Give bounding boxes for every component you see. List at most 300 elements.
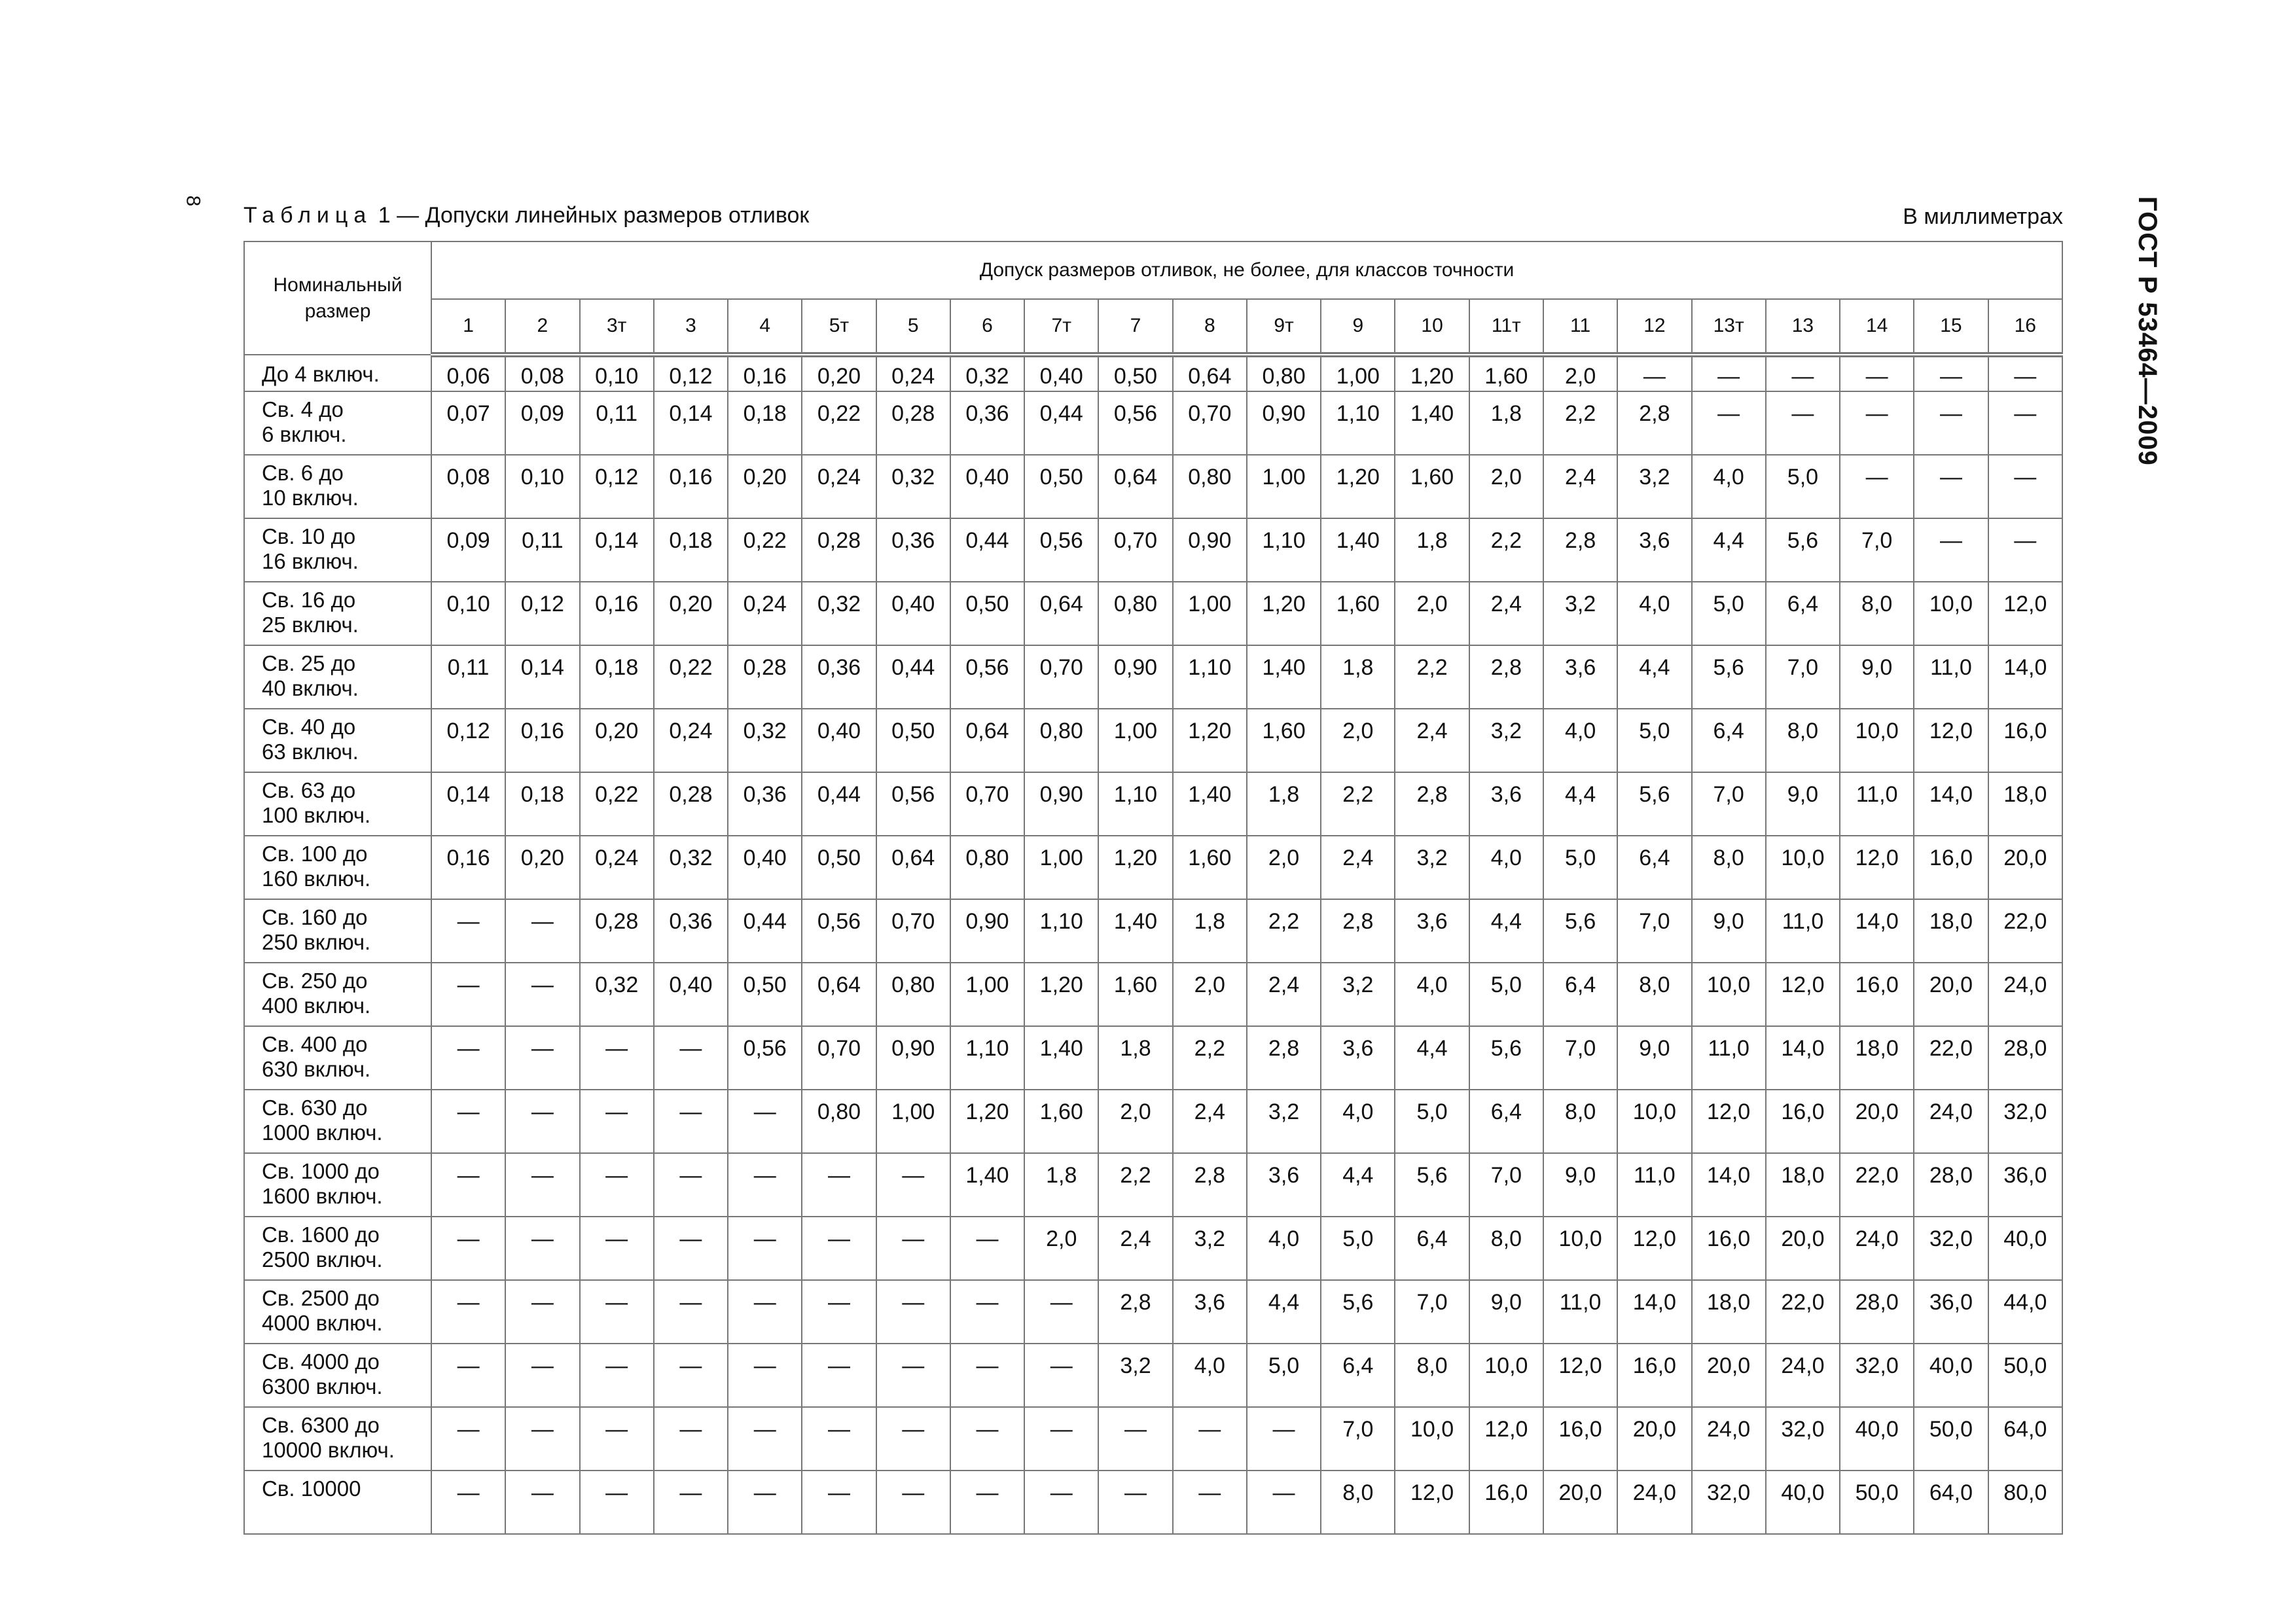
tolerance-cell: 3,2 [1543, 582, 1617, 645]
nominal-size-line: Св. 100 до [262, 842, 368, 866]
tolerance-cell: 18,0 [1988, 772, 2062, 836]
tolerance-cell: 18,0 [1692, 1280, 1766, 1344]
tolerance-cell: — [431, 963, 505, 1026]
tolerance-cell: 24,0 [1914, 1090, 1988, 1153]
tolerance-cell: 0,11 [505, 518, 579, 582]
tolerance-cell: — [728, 1153, 802, 1217]
tolerance-cell: 0,12 [431, 709, 505, 772]
tolerance-cell: 2,2 [1469, 518, 1543, 582]
tolerance-cell: 32,0 [1988, 1090, 2062, 1153]
table-label: Таблица [243, 203, 372, 228]
tolerance-cell: 0,56 [950, 645, 1024, 709]
tolerance-cell: 0,14 [431, 772, 505, 836]
tolerance-cell: 11,0 [1766, 899, 1840, 963]
tolerance-cell: 10,0 [1543, 1217, 1617, 1280]
tolerance-cell: 50,0 [1914, 1407, 1988, 1471]
tolerance-cell: 1,8 [1098, 1026, 1172, 1090]
tolerance-cell: 28,0 [1840, 1280, 1914, 1344]
tolerance-cell: 0,40 [802, 709, 876, 772]
tolerance-cell: 1,10 [1024, 899, 1098, 963]
tolerance-cell: — [802, 1344, 876, 1407]
tolerance-cell: — [431, 1407, 505, 1471]
tolerance-cell: 0,64 [950, 709, 1024, 772]
tolerance-cell: 18,0 [1840, 1026, 1914, 1090]
tolerance-cell: 1,00 [876, 1090, 950, 1153]
nominal-size-cell [244, 772, 431, 836]
table-row [244, 518, 2062, 582]
tolerance-cell: 3,6 [1395, 899, 1469, 963]
tolerance-cell: 10,0 [1617, 1090, 1691, 1153]
tolerance-cell: 0,20 [728, 455, 802, 518]
tolerance-cell: 20,0 [1988, 836, 2062, 899]
tolerance-cell: 14,0 [1840, 899, 1914, 963]
tolerance-cell: 11,0 [1692, 1026, 1766, 1090]
nominal-size-cell [244, 355, 431, 391]
tolerance-cell: — [1173, 1471, 1247, 1534]
tolerance-cell: — [431, 1217, 505, 1280]
tolerance-cell: 3,6 [1543, 645, 1617, 709]
tolerance-cell: 7,0 [1617, 899, 1691, 963]
tolerance-cell: 8,0 [1469, 1217, 1543, 1280]
tolerance-cell: 2,8 [1247, 1026, 1321, 1090]
tolerance-cell: 1,60 [1469, 355, 1543, 391]
tolerance-cell: 0,90 [1024, 772, 1098, 836]
tolerance-cell: 9,0 [1469, 1280, 1543, 1344]
tolerance-cell: 0,08 [431, 455, 505, 518]
tolerance-cell: 0,80 [950, 836, 1024, 899]
tolerance-cell: 20,0 [1840, 1090, 1914, 1153]
tolerance-cell: 7,0 [1766, 645, 1840, 709]
nominal-size-line: Св. 250 до [262, 969, 368, 993]
nominal-size-line: 4000 включ. [262, 1311, 383, 1335]
nominal-size-cell [244, 582, 431, 645]
table-row [244, 772, 2062, 836]
tolerance-cell: 9,0 [1840, 645, 1914, 709]
table-row [244, 1090, 2062, 1153]
tolerance-cell: 1,00 [1098, 709, 1172, 772]
tolerance-cell: 0,32 [728, 709, 802, 772]
tolerance-cell: 0,40 [950, 455, 1024, 518]
tolerance-cell: 0,80 [1024, 709, 1098, 772]
nominal-size-cell [244, 963, 431, 1026]
tolerance-cell: — [1988, 455, 2062, 518]
nominal-size-cell [244, 899, 431, 963]
tolerance-cell: 50,0 [1840, 1471, 1914, 1534]
tolerance-cell: 0,64 [1098, 455, 1172, 518]
tolerance-cell: 1,00 [1321, 355, 1395, 391]
tolerance-cell: 0,50 [728, 963, 802, 1026]
tolerance-cell: 36,0 [1914, 1280, 1988, 1344]
tolerance-cell: 1,10 [1321, 391, 1395, 455]
tolerance-cell: 12,0 [1988, 582, 2062, 645]
tolerance-cell: 6,4 [1395, 1217, 1469, 1280]
tolerance-cell: 0,50 [876, 709, 950, 772]
nominal-size-line: 100 включ. [262, 803, 371, 827]
table-row [244, 836, 2062, 899]
class-header: 13 [1766, 299, 1840, 355]
nominal-size-line: Св. 4 до [262, 397, 344, 421]
tolerance-cell: 0,14 [580, 518, 654, 582]
tolerance-cell: 0,44 [802, 772, 876, 836]
tolerance-cell: 2,2 [1395, 645, 1469, 709]
tolerance-cell: 2,2 [1247, 899, 1321, 963]
nominal-size-line: 6 включ. [262, 422, 347, 446]
tolerance-cell: — [654, 1026, 728, 1090]
tolerance-cell: 12,0 [1914, 709, 1988, 772]
tolerance-cell: — [505, 1026, 579, 1090]
tolerance-cell: 0,32 [950, 355, 1024, 391]
tolerance-cell: 12,0 [1469, 1407, 1543, 1471]
nominal-size-line: Св. 63 до [262, 778, 356, 802]
tolerance-cell: 1,60 [1173, 836, 1247, 899]
class-header: 6 [950, 299, 1024, 355]
tolerance-cell: — [654, 1407, 728, 1471]
tolerance-cell: 32,0 [1766, 1407, 1840, 1471]
tolerance-cell: 5,6 [1617, 772, 1691, 836]
tolerance-cell: 0,24 [876, 355, 950, 391]
tolerance-cell: 16,0 [1543, 1407, 1617, 1471]
tolerance-cell: 28,0 [1988, 1026, 2062, 1090]
nominal-size-cell [244, 836, 431, 899]
tolerance-cell: 0,18 [505, 772, 579, 836]
tolerance-cell: 2,8 [1543, 518, 1617, 582]
tolerance-cell: 2,8 [1395, 772, 1469, 836]
tolerance-cell: — [876, 1471, 950, 1534]
tolerance-cell: 2,0 [1247, 836, 1321, 899]
tolerance-cell: 12,0 [1840, 836, 1914, 899]
tolerance-cell: — [431, 1471, 505, 1534]
tolerance-cell: 0,07 [431, 391, 505, 455]
tolerance-cell: 5,0 [1395, 1090, 1469, 1153]
tolerance-cell: 10,0 [1914, 582, 1988, 645]
tolerance-cell: 4,0 [1692, 455, 1766, 518]
tolerance-cell: 8,0 [1395, 1344, 1469, 1407]
tolerance-cell: 0,09 [431, 518, 505, 582]
tolerance-cell: 0,80 [1247, 355, 1321, 391]
tolerance-cell: — [1840, 355, 1914, 391]
class-header: 5т [802, 299, 876, 355]
tolerance-cell: — [431, 1026, 505, 1090]
tolerance-cell: 4,0 [1395, 963, 1469, 1026]
tolerance-cell: — [1247, 1471, 1321, 1534]
nominal-size-cell [244, 1407, 431, 1471]
tolerance-cell: 0,20 [654, 582, 728, 645]
tolerance-cell: 1,20 [1395, 355, 1469, 391]
tolerance-cell: 9,0 [1766, 772, 1840, 836]
tolerance-cell: 2,2 [1098, 1153, 1172, 1217]
tolerance-cell: 3,2 [1617, 455, 1691, 518]
tolerance-cell: 2,0 [1024, 1217, 1098, 1280]
tolerance-cell: 0,12 [505, 582, 579, 645]
class-header: 14 [1840, 299, 1914, 355]
tolerance-cell: — [505, 1407, 579, 1471]
page-number: 8 [182, 195, 204, 207]
tolerance-cell: 20,0 [1543, 1471, 1617, 1534]
tolerance-cell: 8,0 [1692, 836, 1766, 899]
tolerance-cell: — [1988, 355, 2062, 391]
tolerance-cell: 7,0 [1692, 772, 1766, 836]
tolerance-cell: — [654, 1217, 728, 1280]
tolerance-cell: 0,10 [505, 455, 579, 518]
class-header: 3т [580, 299, 654, 355]
tolerance-cell: 0,16 [505, 709, 579, 772]
tolerance-cell: — [580, 1471, 654, 1534]
tolerance-cell: 2,2 [1321, 772, 1395, 836]
tolerance-cell: 8,0 [1840, 582, 1914, 645]
nominal-size-line: Св. 16 до [262, 588, 356, 612]
nominal-size-cell [244, 1471, 431, 1534]
tolerance-cell: 8,0 [1617, 963, 1691, 1026]
tolerance-cell: 4,4 [1617, 645, 1691, 709]
tolerance-cell: 0,80 [876, 963, 950, 1026]
tolerance-cell: 0,22 [728, 518, 802, 582]
tolerance-cell: 1,20 [1098, 836, 1172, 899]
tolerance-cell: 40,0 [1988, 1217, 2062, 1280]
class-header: 7 [1098, 299, 1172, 355]
table-row [244, 1280, 2062, 1344]
tolerance-cell: 3,6 [1173, 1280, 1247, 1344]
tolerance-cell: 18,0 [1914, 899, 1988, 963]
tolerance-cell: 0,80 [1098, 582, 1172, 645]
tolerance-cell: — [505, 963, 579, 1026]
tolerance-cell: 5,0 [1617, 709, 1691, 772]
tolerance-cell: — [654, 1344, 728, 1407]
nominal-size-line: 25 включ. [262, 613, 359, 637]
tolerance-cell: 5,6 [1543, 899, 1617, 963]
tolerance-cell: 1,8 [1395, 518, 1469, 582]
nominal-size-cell [244, 1090, 431, 1153]
tolerance-cell: 0,28 [876, 391, 950, 455]
tolerance-cell: 0,20 [802, 355, 876, 391]
tolerance-cell: 0,40 [728, 836, 802, 899]
tolerance-cell: 0,36 [950, 391, 1024, 455]
tolerance-cell: 0,24 [802, 455, 876, 518]
tolerance-cell: 4,0 [1617, 582, 1691, 645]
nominal-size-line: 16 включ. [262, 549, 359, 573]
tolerance-cell: 4,0 [1173, 1344, 1247, 1407]
tolerance-cell: 1,8 [1024, 1153, 1098, 1217]
tolerance-cell: — [728, 1280, 802, 1344]
tolerance-cell: — [1766, 391, 1840, 455]
nominal-size-line: До 4 включ. [262, 362, 380, 386]
tolerance-cell: 0,64 [876, 836, 950, 899]
tolerance-cell: — [876, 1153, 950, 1217]
tolerance-cell: 80,0 [1988, 1471, 2062, 1534]
tolerance-cell: 1,40 [1173, 772, 1247, 836]
class-header: 2 [505, 299, 579, 355]
tolerance-cell: 2,0 [1321, 709, 1395, 772]
tolerance-cell: 1,60 [1321, 582, 1395, 645]
tolerance-cell: 0,11 [580, 391, 654, 455]
tolerance-cell: — [431, 1153, 505, 1217]
tolerance-cell: 1,00 [1247, 455, 1321, 518]
tolerance-cell: 9,0 [1617, 1026, 1691, 1090]
tolerance-cell: 44,0 [1988, 1280, 2062, 1344]
tolerance-cell: 0,40 [654, 963, 728, 1026]
nominal-size-line: 250 включ. [262, 930, 371, 954]
nominal-size-cell [244, 1280, 431, 1344]
tolerance-cell: 0,24 [728, 582, 802, 645]
tolerance-cell: 12,0 [1692, 1090, 1766, 1153]
table-row [244, 455, 2062, 518]
tolerance-cell: — [876, 1344, 950, 1407]
tolerance-cell: — [580, 1280, 654, 1344]
table-row [244, 1217, 2062, 1280]
tolerance-cell: 0,90 [1173, 518, 1247, 582]
tolerance-cell: 0,32 [802, 582, 876, 645]
tolerance-cell: 3,6 [1247, 1153, 1321, 1217]
tolerance-cell: 0,50 [1024, 455, 1098, 518]
tolerance-cell: 6,4 [1469, 1090, 1543, 1153]
tolerance-cell: 12,0 [1617, 1217, 1691, 1280]
table-row [244, 1471, 2062, 1534]
table-row [244, 899, 2062, 963]
tolerance-cell: 2,8 [1469, 645, 1543, 709]
nominal-size-line: Св. 10000 [262, 1476, 361, 1501]
tolerance-cell: — [505, 899, 579, 963]
tolerance-cell: — [505, 1090, 579, 1153]
tolerance-cell: 0,10 [580, 355, 654, 391]
nominal-size-line: Св. 1600 до [262, 1222, 380, 1247]
class-header: 10 [1395, 299, 1469, 355]
header-nominal-size: Номинальный размер [244, 241, 431, 355]
tolerance-cell: — [950, 1280, 1024, 1344]
tolerance-cell: — [654, 1280, 728, 1344]
tolerance-cell: 5,0 [1543, 836, 1617, 899]
nominal-size-line: Св. 630 до [262, 1096, 368, 1120]
tolerance-cell: — [876, 1407, 950, 1471]
tolerance-cell: 6,4 [1543, 963, 1617, 1026]
tolerance-cell: 2,4 [1543, 455, 1617, 518]
tolerance-cell: 16,0 [1988, 709, 2062, 772]
class-header: 12 [1617, 299, 1691, 355]
tolerance-cell: — [580, 1090, 654, 1153]
tolerance-cell: 2,8 [1098, 1280, 1172, 1344]
tolerance-cell: 2,8 [1173, 1153, 1247, 1217]
class-header: 4 [728, 299, 802, 355]
tolerance-cell: — [1840, 455, 1914, 518]
tolerance-cell: 14,0 [1988, 645, 2062, 709]
table-row [244, 582, 2062, 645]
tolerance-cell: 1,20 [950, 1090, 1024, 1153]
class-header: 5 [876, 299, 950, 355]
nominal-size-line: Св. 6 до [262, 461, 344, 485]
tolerance-cell: 0,28 [580, 899, 654, 963]
tolerance-cell: 2,4 [1321, 836, 1395, 899]
tolerance-cell: 0,16 [654, 455, 728, 518]
tolerance-cell: 0,70 [876, 899, 950, 963]
class-header: 3 [654, 299, 728, 355]
tolerance-cell: — [580, 1026, 654, 1090]
tolerance-cell: — [1766, 355, 1840, 391]
tolerance-cell: — [580, 1407, 654, 1471]
tolerance-cell: 22,0 [1988, 899, 2062, 963]
tolerance-cell: 5,6 [1469, 1026, 1543, 1090]
table-title: 1 — Допуски линейных размеров отливок [372, 203, 810, 228]
tolerance-cell: — [1617, 355, 1691, 391]
tolerance-cell: 0,44 [950, 518, 1024, 582]
tolerance-cell: 0,16 [728, 355, 802, 391]
tolerance-cell: — [431, 899, 505, 963]
tolerance-cell: 2,0 [1543, 355, 1617, 391]
table-row [244, 1407, 2062, 1471]
tolerance-cell: 0,22 [654, 645, 728, 709]
tolerance-cell: 4,0 [1321, 1090, 1395, 1153]
tolerance-cell: 1,00 [1024, 836, 1098, 899]
tolerance-cell: 0,18 [728, 391, 802, 455]
tolerance-cell: 0,36 [728, 772, 802, 836]
nominal-size-line: Св. 40 до [262, 715, 356, 739]
tolerance-cell: 0,50 [1098, 355, 1172, 391]
tolerance-cell: 1,8 [1173, 899, 1247, 963]
tolerance-cell: 5,0 [1766, 455, 1840, 518]
tolerance-cell: 2,8 [1617, 391, 1691, 455]
tolerance-cell: 10,0 [1469, 1344, 1543, 1407]
tolerance-cell: — [505, 1217, 579, 1280]
table-caption [243, 203, 809, 228]
nominal-size-line: 10 включ. [262, 486, 359, 510]
tolerance-cell: 7,0 [1543, 1026, 1617, 1090]
tolerance-cell: 1,40 [950, 1153, 1024, 1217]
class-header: 7т [1024, 299, 1098, 355]
tolerance-cell: 6,4 [1617, 836, 1691, 899]
nominal-size-line: 1600 включ. [262, 1184, 383, 1208]
tolerance-cell: 0,12 [580, 455, 654, 518]
class-header: 1 [431, 299, 505, 355]
tolerance-cell: 0,44 [728, 899, 802, 963]
tolerance-cell: 5,6 [1395, 1153, 1469, 1217]
tolerance-cell: 0,24 [580, 836, 654, 899]
class-header: 13т [1692, 299, 1766, 355]
nominal-size-line: Св. 6300 до [262, 1413, 380, 1437]
tolerance-cell: — [1914, 518, 1988, 582]
table-row [244, 1026, 2062, 1090]
tolerance-cell: 2,2 [1173, 1026, 1247, 1090]
tolerance-cell: 8,0 [1766, 709, 1840, 772]
tolerance-cell: 0,50 [802, 836, 876, 899]
tolerance-cell: 10,0 [1395, 1407, 1469, 1471]
tolerance-cell: 1,40 [1395, 391, 1469, 455]
tolerance-cell: 11,0 [1840, 772, 1914, 836]
tolerance-cell: — [728, 1344, 802, 1407]
tolerance-cell: 11,0 [1543, 1280, 1617, 1344]
tolerance-cell: 4,0 [1469, 836, 1543, 899]
class-header-row [244, 299, 2062, 355]
tolerance-cell: — [580, 1217, 654, 1280]
tolerance-cell: — [1692, 355, 1766, 391]
tolerance-cell: 0,90 [1247, 391, 1321, 455]
tolerance-cell: — [950, 1344, 1024, 1407]
table-row [244, 1153, 2062, 1217]
tolerance-cell: 9,0 [1692, 899, 1766, 963]
tolerance-cell: 7,0 [1395, 1280, 1469, 1344]
tolerance-cell: — [876, 1217, 950, 1280]
table-row [244, 391, 2062, 455]
tolerance-cell: 3,2 [1247, 1090, 1321, 1153]
tolerance-cell: 0,90 [876, 1026, 950, 1090]
tolerance-cell: 22,0 [1766, 1280, 1840, 1344]
tolerance-cell: — [728, 1471, 802, 1534]
nominal-size-cell [244, 1026, 431, 1090]
tolerance-cell: 10,0 [1766, 836, 1840, 899]
nominal-size-cell [244, 391, 431, 455]
class-header: 11 [1543, 299, 1617, 355]
tolerance-cell: 0,80 [1173, 455, 1247, 518]
tolerance-cell: 0,32 [580, 963, 654, 1026]
tolerance-cell: 5,6 [1321, 1280, 1395, 1344]
table-row [244, 709, 2062, 772]
tolerance-cell: 1,8 [1321, 645, 1395, 709]
